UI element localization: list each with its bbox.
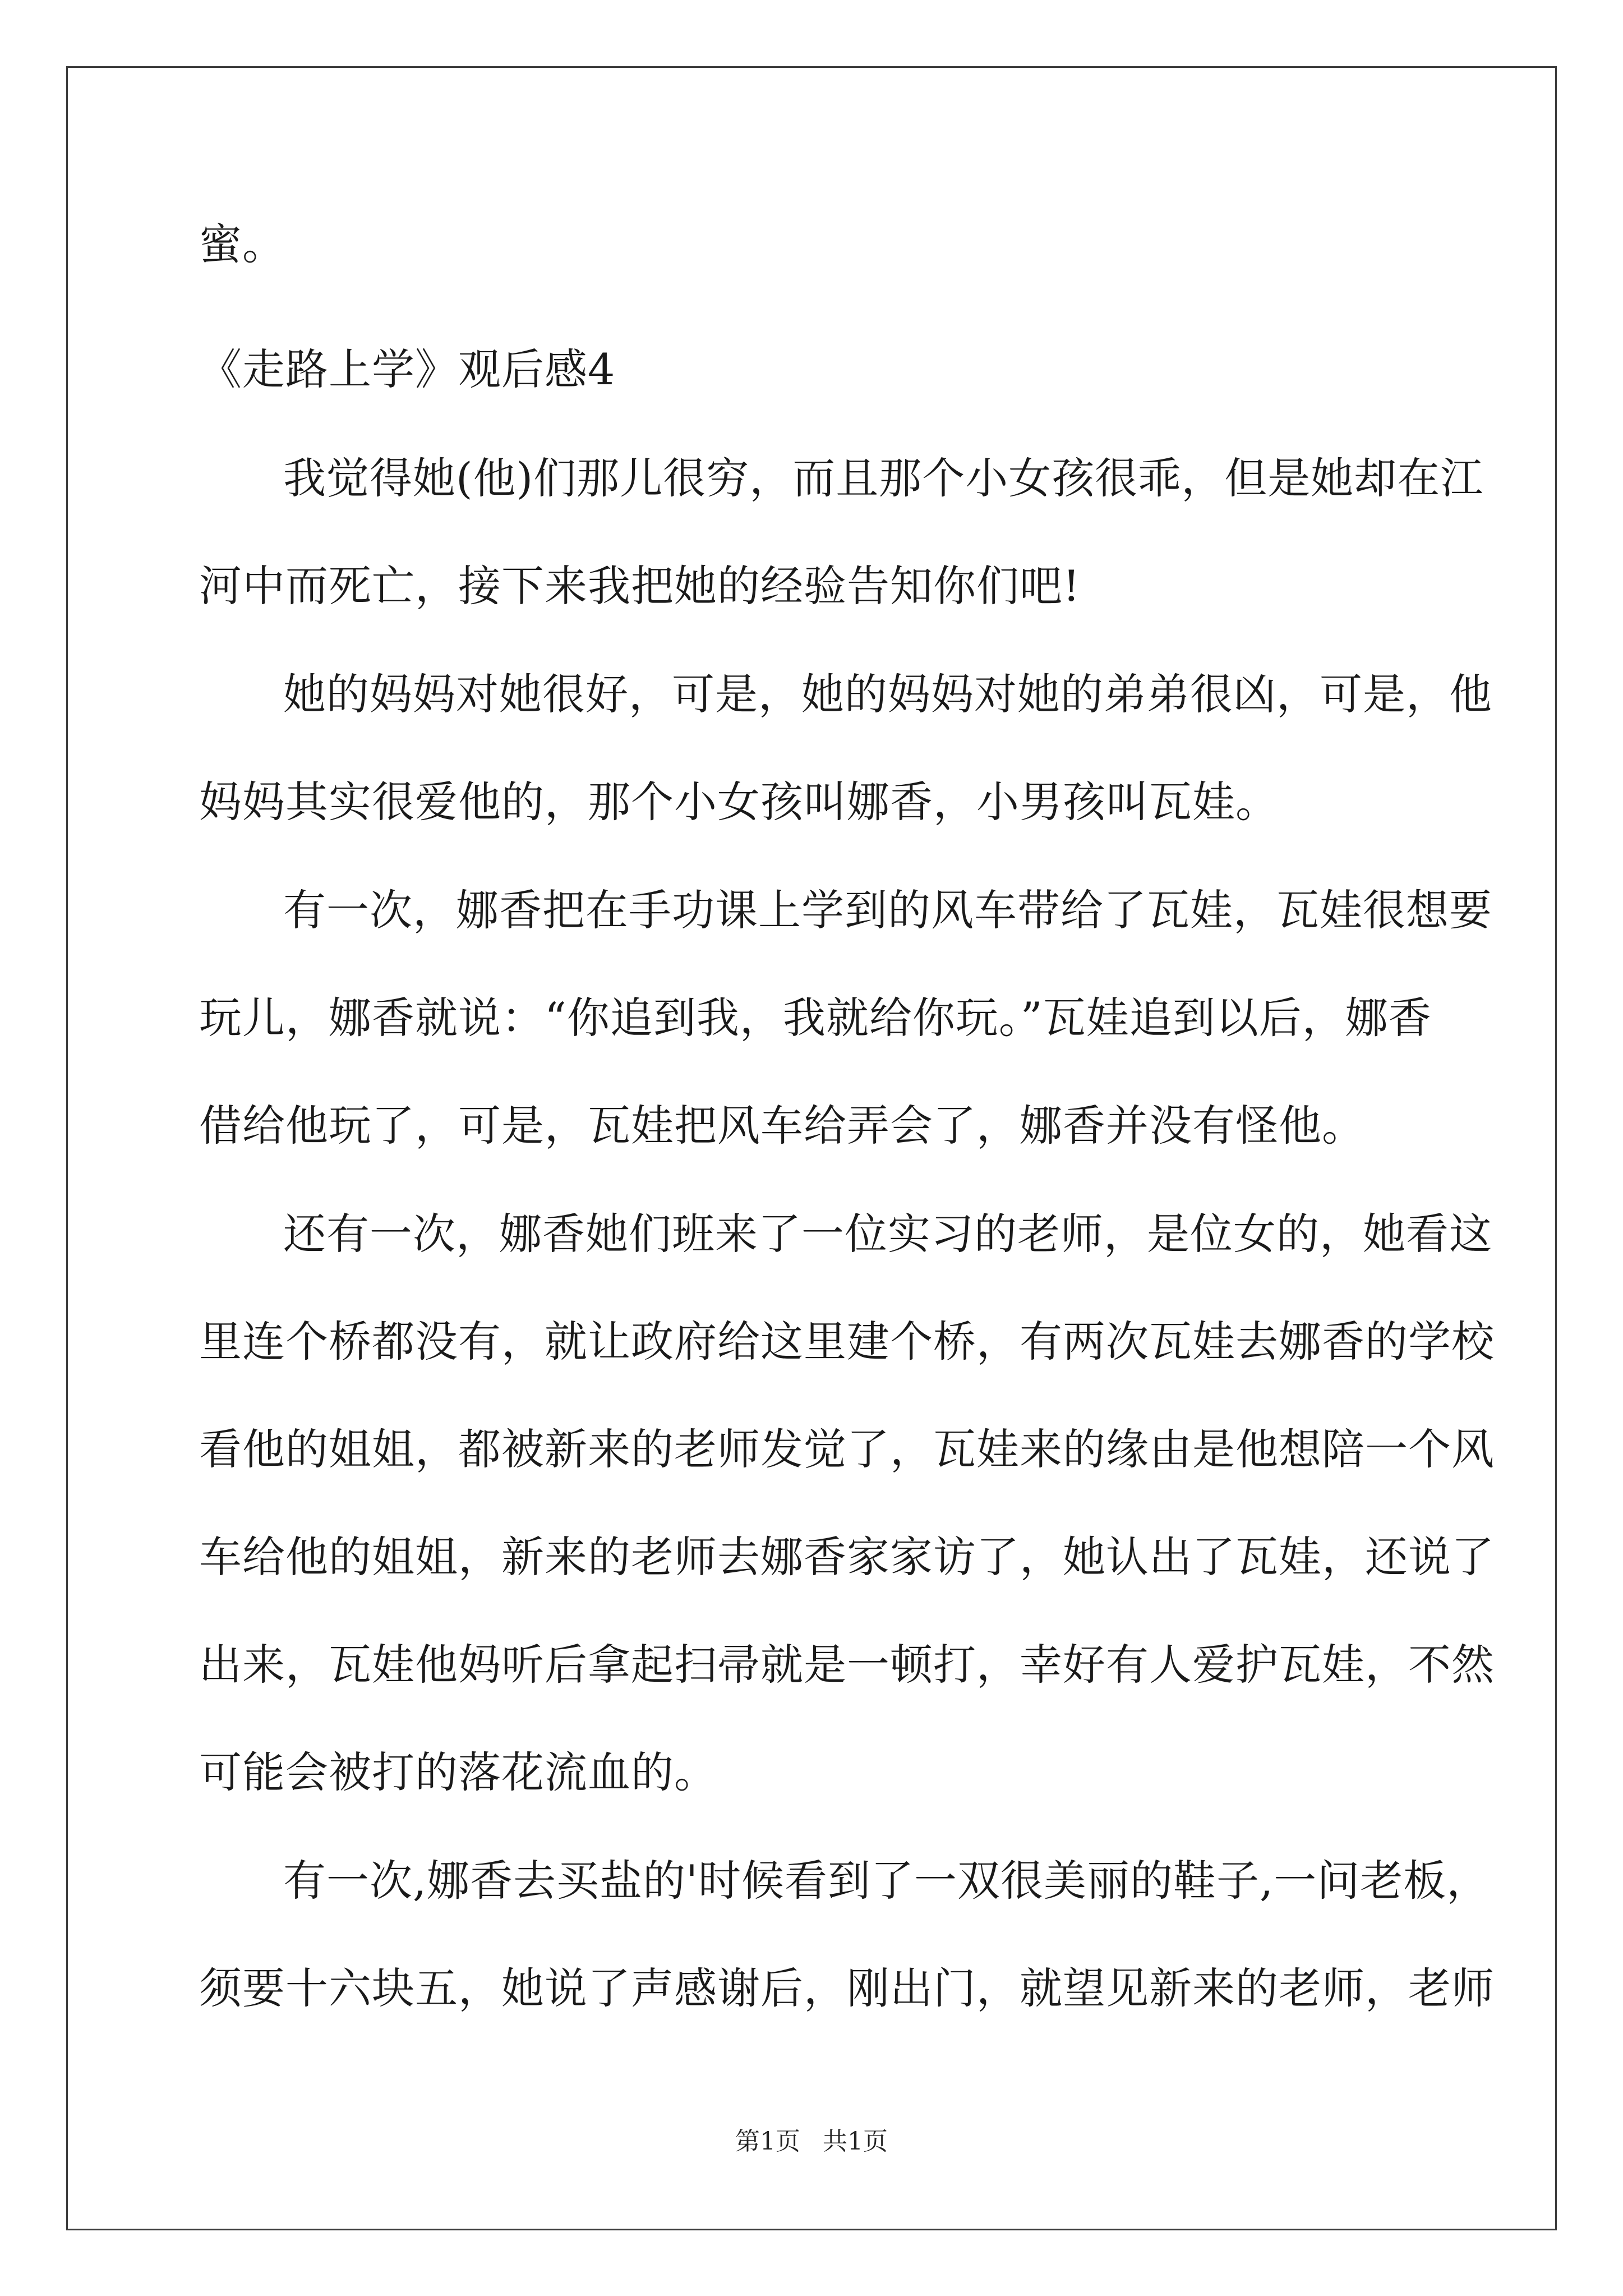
page-footer	[0, 2125, 1623, 2159]
section-title: 《走路上学》观后感4	[199, 344, 616, 394]
text-line: 借给他玩了，可是，瓦娃把风车给弄会了，娜香并没有怪他。	[199, 1101, 1365, 1151]
text-line: 妈妈其实很爱他的，那个小女孩叫娜香，小男孩叫瓦娃。	[199, 777, 1279, 827]
document-body	[199, 218, 1495, 2016]
text-line: 河中而死亡，接下来我把她的经验告知你们吧!	[199, 561, 1081, 611]
text-line: 须要十六块五，她说了声感谢后，刚出门，就望见新来的老师，老师	[199, 1963, 1495, 2013]
text-line: 可能会被打的落花流血的。	[199, 1747, 717, 1797]
text-line: 玩儿，娜香就说：“你追到我，我就给你玩。”瓦娃追到以后，娜香	[199, 993, 1432, 1043]
text-line: 里连个桥都没有，就让政府给这里建个桥，有两次瓦娃去娜香的学校	[199, 1317, 1495, 1366]
text-line: 蜜。	[199, 219, 285, 269]
text-line: 看他的姐姐，都被新来的老师发觉了，瓦娃来的缘由是他想陪一个风	[199, 1424, 1495, 1474]
text-line: 车给他的姐姐，新来的老师去娜香家家访了，她认出了瓦娃，还说了	[199, 1532, 1495, 1582]
text-line: 有一次,娜香去买盐的'时候看到了一双很美丽的鞋子,一问老板，	[283, 1856, 1490, 1906]
text-line: 还有一次，娜香她们班来了一位实习的老师，是位女的，她看这	[283, 1209, 1492, 1259]
text-line: 有一次，娜香把在手功课上学到的风车带给了瓦娃，瓦娃很想要	[283, 885, 1492, 935]
text-line: 她的妈妈对她很好，可是，她的妈妈对她的弟弟很凶，可是，他	[283, 669, 1492, 719]
text-line: 出来，瓦娃他妈听后拿起扫帚就是一顿打，幸好有人爱护瓦娃，不然	[199, 1640, 1495, 1690]
page-number: 第1页	[735, 2127, 800, 2156]
page-total: 共1页	[823, 2127, 888, 2156]
text-line: 我觉得她(他)们那儿很穷，而且那个小女孩很乖，但是她却在江	[283, 453, 1484, 503]
